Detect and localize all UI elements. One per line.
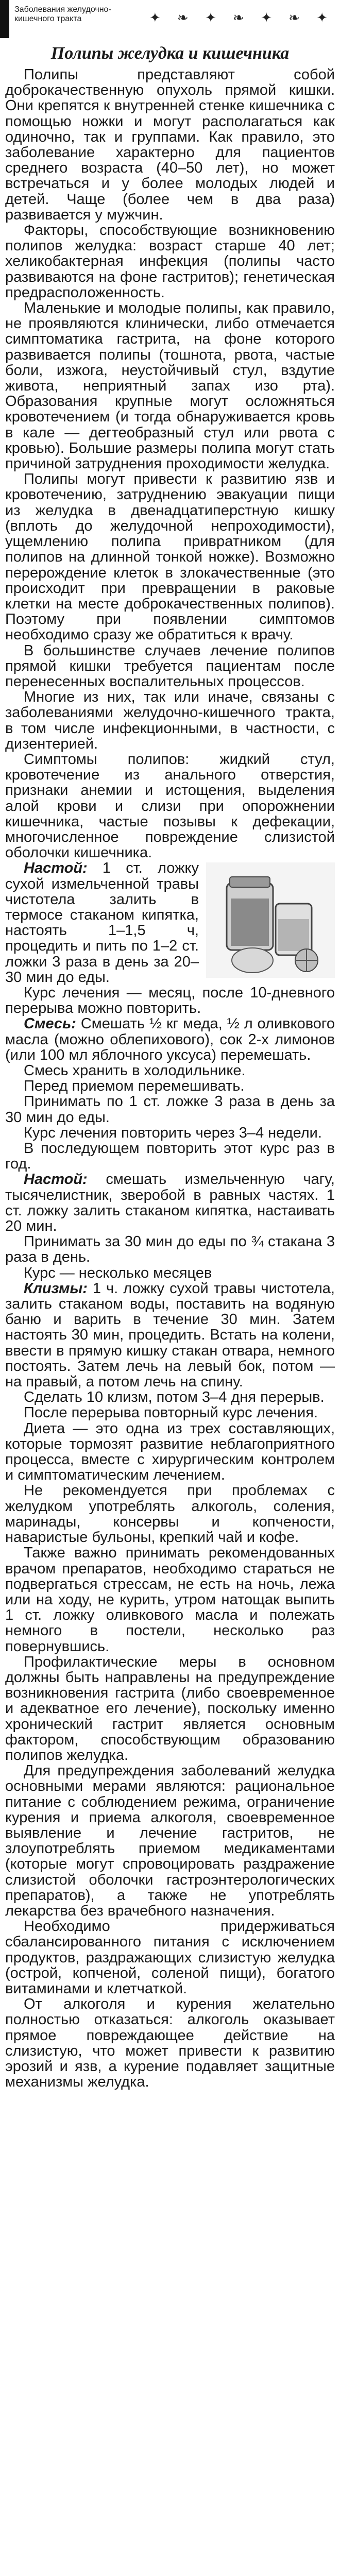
paragraph-necessary: Необходимо придерживаться сбалансированного питания с исключением продуктов, раздражающих слизистую желудка (острой, копченой, соленой пищи), богатого витаминами и клетчаткой. — [5, 1918, 335, 1997]
section-label — [9, 0, 111, 38]
paragraph-prevention-2: Для предупреждения заболеваний желудка основными мерами являются: рациональное питание с соблюдением режима, ограничение курения и приема алкоголя, своевременное выявление и лечение гастритов, не злоупотреблять приемом медикаментами (которые могут спровоцировать раздражение слизистой оболочки гастроэнтерологических препаратов), а также не употреблять лекарства без врачебного назначения. — [5, 1762, 335, 1919]
paragraph: Многие из них, так или иначе, связаны с заболеваниями желудочно-кишечного тракта, в том числе инфекционными, в частности, с дизентерией. — [5, 689, 335, 752]
paragraph: Симптомы полипов: жидкий стул, кровотечение из анального отверстия, признаки анемии и истощения, выделения алой крови и слизи при опорожнении кишечника, частые позывы к дефекации, многочисленное повреждение слизистой оболочки кишечника. — [5, 751, 335, 861]
enemas-count: Сделать 10 клизм, потом 3–4 дня перерыв. — [24, 1389, 325, 1406]
ornament-icon: ✦ ❧ ✦ ❧ ✦ ❧ ✦ — [149, 10, 334, 26]
article-body — [0, 67, 340, 2090]
remedy-label: Смесь: — [24, 1015, 76, 1032]
remedy-infusion-2 — [5, 1172, 335, 1234]
dose-note: Принимать за 30 мин до еды по ¾ стакана 3 раза в день. — [5, 1233, 335, 1266]
paragraph: Маленькие и молодые полипы, как правило, не проявляются клинически, либо отмечается симптоматика гастрита, на фоне которого развивается полипы (тошнота, рвота, частые боли, изжога, неустойчивый стул, вздутие живота, неприятный запах изо рта). Образования крупные могут осложняться кровотечением (и тогда обнаруживается кровь в кале — дегтеобразный стул или рвота с кровью). Большие размеры полипа могут стать причиной затруднения проходимости желудка. — [5, 300, 335, 472]
illustration-jars-and-lemon-icon — [206, 862, 335, 978]
remedy-text: 1 ч. ложку сухой травы чистотела, залить стаканом воды, поставить на водяную баню и варить в течение 30 мин. Затем настоять 30 мин, процедить. Встать на колени, ввести в прямую кишку стакан отвара, немного постоять. Затем лечь на левый бок, потом — на правый, а потом лечь на спину. — [5, 1280, 335, 1391]
repeat-note: Курс лечения повторить через 3–4 недели. — [24, 1124, 322, 1141]
paragraph: Полипы могут привести к развитию язв и кровотечению, затруднению эвакуации пищи из желудка в двенадцатиперстную кишку (вплоть до желудочной непроходимости), ущемлению полипа привратником (для полипов на длинной тонкой ножке). Возможно перерождение клеток в злокачественные (это происходит при превращении в раковые клетки на месте доброкачественных полипов). Поэтому при появлении симптомов необходимо сразу же обратиться к врачу. — [5, 471, 335, 643]
storage-note: Смесь хранить в холодильнике. — [24, 1062, 246, 1079]
section-tab — [0, 0, 113, 38]
remedy-label: Настой: — [24, 860, 88, 877]
course-note: Курс — несколько месяцев — [24, 1264, 212, 1281]
page-header — [0, 0, 340, 38]
enemas-after: После перерыва повторный курс лечения. — [24, 1404, 318, 1421]
section-line-1: Заболевания желудочно- — [14, 5, 111, 14]
remedy-text: смешать измельченную чагу, тысячелистник, зверобой в равных частях. 1 ст. ложку залить стаканом кипятка, настаивать 20 мин. — [5, 1171, 335, 1235]
paragraph-alcohol: От алкоголя и курения желательно полностью отказаться: алкоголь оказывает прямое повреждающее действие на слизистую, что может привести к развитию эрозий и язв, а курение подавляет защитные механизмы желудка. — [5, 1996, 335, 2091]
next-course-note: В последующем повторить этот курс раз в год. — [5, 1140, 335, 1173]
paragraph-diet-advice: Не рекомендуется при проблемах с желудком употреблять алкоголь, соления, маринады, консервы и копчености, наваристые бульоны, крепкий чай и кофе. — [5, 1482, 335, 1546]
paragraph: В большинстве случаев лечение полипов прямой кишки требуется пациентам после перенесенных воспалительных процессов. — [5, 642, 335, 690]
mix-note: Перед приемом перемешивать. — [24, 1078, 245, 1095]
remedy-mixture — [5, 1016, 335, 1063]
section-bar — [0, 0, 9, 38]
remedy-text: 1 ст. ложку сухой измельченной травы чистотела залить в термосе стаканом кипятка, настоять 1–1,5 ч, процедить и пить по 1–2 ст. ложки 3 раза в день за 20–30 мин до еды. — [5, 860, 199, 986]
course-note: Курс лечения — месяц, после 10-дневного перерыва можно повторить. — [5, 984, 335, 1017]
paragraph-prevention: Профилактические меры в основном должны быть направлены на предупреждение возникновения гастрита (либо своевременное и адекватное его лечение), поскольку именно хронический гастрит является основным фактором, способствующим образованию полипов желудка. — [5, 1653, 335, 1764]
remedy-text: Смешать ½ кг меда, ½ л оливкового масла (можно облепихового), сок 2-х лимонов (или 100 мл яблочного уксуса) перемешать. — [5, 1015, 335, 1063]
section-line-2: кишечного тракта — [14, 14, 82, 23]
remedy-label: Клизмы: — [24, 1280, 88, 1297]
paragraph: Полипы представляют собой доброкачественную опухоль прямой кишки. Они крепятся к внутренней стенке кишечника с помощью ножки и могут располагаться как одиночно, так и группами. Как правило, это заболевание характерно для пациентов среднего возраста (40–50 лет), но может встречаться и у более молодых людей и детей. Чаще (более чем в два раза) развивается у мужчин. — [5, 66, 335, 223]
remedy-label: Настой: — [24, 1171, 88, 1188]
article-title: Полипы желудка и кишечника — [50, 44, 290, 63]
paragraph: Факторы, способствующие возникновению полипов желудка: возраст старше 40 лет; хеликобактерная инфекция (полипы часто развиваются на фоне гастритов); генетическая предрасположенность. — [5, 222, 335, 301]
paragraph-meds: Также важно принимать рекомендованных врачом препаратов, необходимо стараться не подвергаться стрессам, не есть на ночь, лежа или на ходу, не курить, утром натощак выпить 1 ст. ложку оливкового масла и полежать немного в постели, несколько раз повернувшись. — [5, 1545, 335, 1655]
remedy-enemas — [5, 1281, 335, 1389]
paragraph-diet: Диета — это одна из трех составляющих, которые тормозят развитие неблагоприятного процесса, вместе с хирургическим контролем и симптоматическим лечением. — [5, 1420, 335, 1484]
dosage-note: Принимать по 1 ст. ложке 3 раза в день за 30 мин до еды. — [5, 1093, 335, 1126]
